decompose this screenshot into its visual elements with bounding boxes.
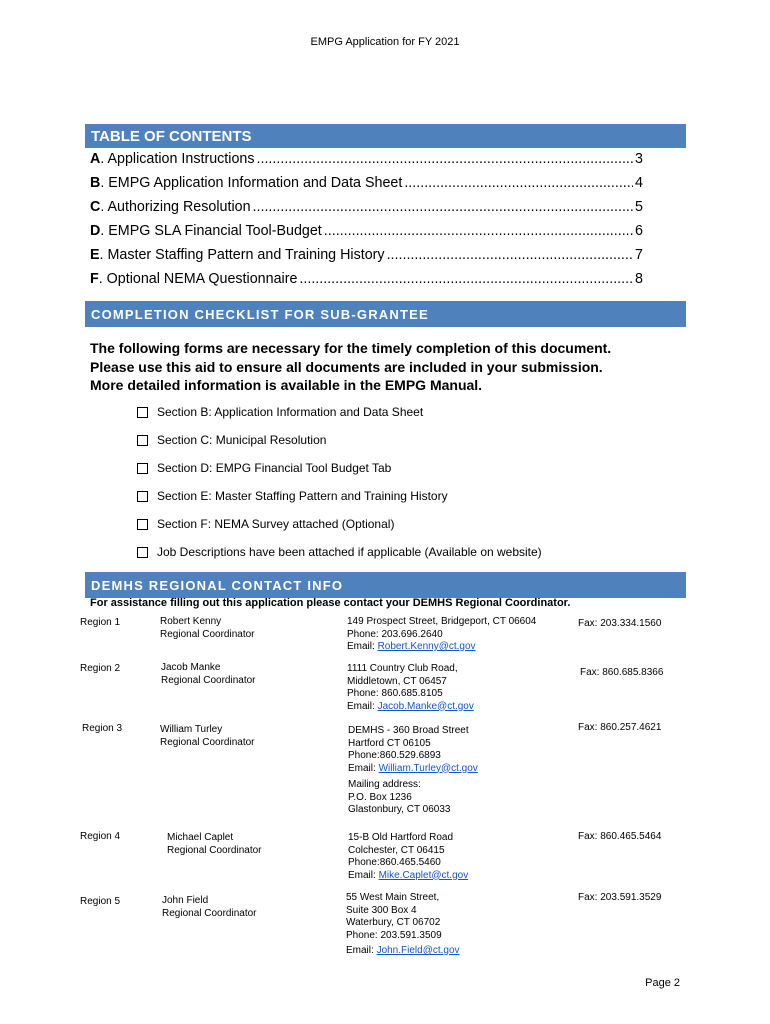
checklist-label: Section C: Municipal Resolution [157,433,327,447]
address-line: 1111 Country Club Road, [347,663,458,674]
checkbox[interactable] [137,407,148,418]
toc-text: . Master Staffing Pattern and Training History [99,247,385,263]
toc-letter: A [90,151,101,167]
fax: Fax: 860.685.8366 [580,667,664,678]
checklist-intro [90,339,690,395]
toc-page: 4 [635,175,643,191]
email-line [348,763,478,776]
toc-letter: B [90,175,101,191]
intro-line: The following forms are necessary for the timely completion of this document. [90,340,612,356]
coordinator-title: Regional Coordinator [167,844,262,856]
email-label: Email: [346,945,377,956]
coordinator-title: Regional Coordinator [161,674,256,686]
address-block [348,725,478,775]
toc-item [90,151,643,167]
address-line: 55 West Main Street, [346,892,440,903]
toc-letter: E [90,247,100,263]
coordinator [160,724,255,749]
toc-text: . Authorizing Resolution [100,199,251,215]
toc-item [90,271,643,287]
toc-letter: F [90,271,99,287]
address-block [346,892,460,958]
mailing-line: P.O. Box 1236 [348,791,412,803]
email-link[interactable]: Mike.Caplet@ct.gov [378,869,469,881]
checklist-item [137,433,326,447]
page-number: Page 2 [645,977,680,989]
intro-line: More detailed information is available in the EMPG Manual. [90,377,483,393]
checkbox[interactable] [137,463,148,474]
email-link[interactable]: John.Field@ct.gov [376,945,460,956]
checklist-label: Section B: Application Information and Data Sheet [157,405,424,419]
coordinator [160,616,255,641]
address-block [347,663,474,713]
toc-item [90,175,643,191]
email-line [346,945,460,958]
checklist-label: Section E: Master Staffing Pattern and Training History [157,489,448,503]
fax: Fax: 860.257.4621 [578,722,662,733]
address-line: 15-B Old Hartford Road [348,832,454,843]
region-label: Region 1 [80,617,121,628]
coordinator-title: Regional Coordinator [162,907,257,919]
coordinator [161,662,256,687]
region-label: Region 2 [80,663,121,674]
checklist-item [137,517,394,531]
address-line: Phone: 203.696.2640 [347,628,443,640]
email-line [347,641,536,654]
address-line: Colchester, CT 06415 [348,844,445,856]
address-line: Phone:860.529.6893 [348,750,441,761]
checklist-heading: COMPLETION CHECKLIST FOR SUB-GRANTEE [85,301,686,327]
email-line [347,701,474,714]
address-line: 149 Prospect Street, Bridgeport, CT 06604 [347,616,537,627]
toc-page: 6 [635,223,643,239]
fax: Fax: 203.591.3529 [578,892,662,903]
email-label: Email: [347,700,378,712]
toc-page: 8 [635,271,643,287]
toc-text: . EMPG SLA Financial Tool-Budget [100,223,322,239]
coordinator-title: Regional Coordinator [160,736,255,748]
address-line: Hartford CT 06105 [348,737,431,749]
checklist-item [137,545,542,559]
coordinator [162,895,257,920]
fax: Fax: 860.465.5464 [578,831,662,842]
email-label: Email: [348,869,379,881]
checklist-item [137,405,423,419]
toc-page: 7 [635,247,643,263]
coordinator-name: William Turley [160,724,223,735]
address-line: Phone:860.465.5460 [348,857,441,868]
toc-page: 3 [635,151,643,167]
email-label: Email: [347,641,378,652]
checkbox[interactable] [137,547,148,558]
checkbox[interactable] [137,435,148,446]
region-label: Region 3 [82,723,123,734]
email-line [348,870,468,883]
toc-text: . Application Instructions [100,151,255,167]
coordinator-name: Robert Kenny [160,616,222,627]
address-line: Suite 300 Box 4 [346,904,417,916]
assist-text: For assistance filling out this application please contact your DEMHS Regional Coordinator. [90,597,571,609]
contacts-heading: DEMHS REGIONAL CONTACT INFO [85,572,686,598]
checklist-label: Job Descriptions have been attached if applicable (Available on website) [157,545,542,559]
intro-line: Please use this aid to ensure all documents are included in your submission. [90,358,603,375]
coordinator-name: Michael Caplet [167,832,234,843]
fax: Fax: 203.334.1560 [578,618,662,629]
toc-heading: TABLE OF CONTENTS [85,124,686,148]
email-link[interactable]: Jacob.Manke@ct.gov [377,700,474,712]
address-line: Phone: 203.591.3509 [346,929,442,941]
mailing-address [348,779,450,817]
checkbox[interactable] [137,491,148,502]
toc-item [90,223,643,239]
region-label: Region 5 [80,896,121,907]
toc-letter: D [90,223,101,239]
toc-letter: C [90,199,101,215]
checklist-item [137,461,391,475]
toc-text: . EMPG Application Information and Data Sheet [100,175,403,191]
address-line: Middletown, CT 06457 [347,675,447,687]
document-header: EMPG Application for FY 2021 [310,36,460,48]
address-line: Waterbury, CT 06702 [346,917,441,928]
toc-item [90,247,643,263]
address-block [348,832,468,882]
mailing-line: Glastonbury, CT 06033 [348,804,451,815]
email-link[interactable]: William.Turley@ct.gov [378,762,478,774]
email-link[interactable]: Robert.Kenny@ct.gov [377,641,476,652]
toc-text: . Optional NEMA Questionnaire [98,271,298,287]
coordinator-title: Regional Coordinator [160,628,255,640]
checklist-item [137,489,448,503]
coordinator-name: Jacob Manke [161,662,221,673]
address-block [347,616,536,654]
checklist-label: Section D: EMPG Financial Tool Budget Tab [157,461,392,475]
toc-page: 5 [635,199,643,215]
address-line: Phone: 860.685.8105 [347,688,443,699]
toc-item [90,199,643,215]
address-line: DEMHS - 360 Broad Street [348,725,469,736]
coordinator-name: John Field [162,895,209,906]
mailing-line: Mailing address: [348,779,421,790]
email-label: Email: [348,762,379,774]
region-label: Region 4 [80,831,121,842]
checkbox[interactable] [137,519,148,530]
coordinator [167,832,262,857]
checklist-label: Section F: NEMA Survey attached (Optional) [157,517,395,531]
